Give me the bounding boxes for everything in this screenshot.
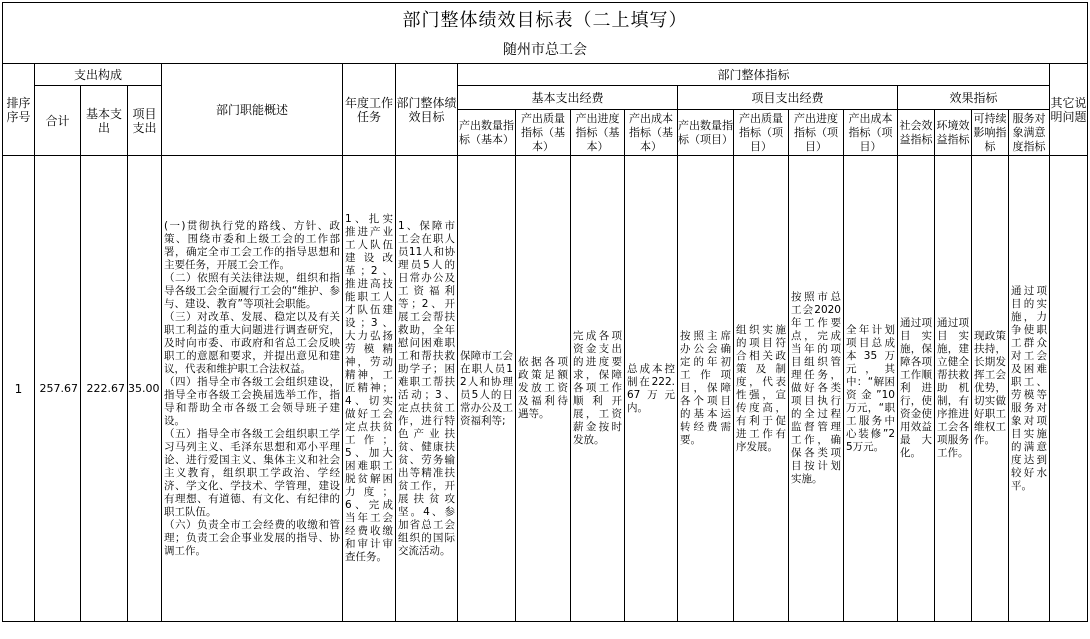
header-annual-tasks: 年度工作任务 bbox=[343, 64, 396, 156]
performance-table bbox=[2, 2, 1088, 622]
header-b-qty: 产出数量指标（基本） bbox=[458, 110, 516, 156]
row-e-social: 通过项目实施，保障各项工作顺利进行，使资金使用效益最大化。 bbox=[898, 156, 935, 622]
header-project-funds: 项目支出经费 bbox=[678, 86, 898, 110]
row-seq: 1 bbox=[3, 156, 35, 622]
row-total: 257.67 bbox=[35, 156, 81, 622]
row-b-qty: 保障市工会在职人员12人和协理员5人的日常办公及工资福利等; bbox=[458, 156, 516, 622]
header-basic-funds: 基本支出经费 bbox=[458, 86, 678, 110]
header-duties: 部门职能概述 bbox=[162, 64, 343, 156]
org-name: 随州市总工会 bbox=[3, 35, 1088, 64]
row-duties: (一)贯彻执行党的路线、方针、政策、围绕市委和上级工会的工作部署，确定全市工会工作的指导思想和主要任务，开展工会工作。 （二）依照有关法律法规，组织和指导各级工会全面履行工会的“维护、参与、建设、教育”等项社会职能。 （三）对改革、发展、稳定以及有关职工利益的重大问题进行调查研究，及时向市委、市政府和省总工会反映职工的意愿和要求，并提出意见和建议，代表和维护职工合法权益。 （四）指导全市各级工会组织建设，指导全市各级工会换届选举工作，指导和帮助全市各级工会领导班子建设。 （五）指导全市各级工会组织职工学习马列主义、毛泽东思想和邓小平理论、进行爱国主义、集体主义和社会主义教育，组织职工学政治、学经济、学文化、学技术、学管理，建设有理想、有道德、有文化、有纪律的职工队伍。 （六）负责全市工会经费的收缴和管理；负责工会企事业发展的指导、协调工作。 bbox=[162, 156, 343, 622]
header-p-quality: 产出质量指标（项目） bbox=[734, 110, 789, 156]
row-basic: 222.67 bbox=[81, 156, 128, 622]
row-project: 35.00 bbox=[128, 156, 162, 622]
header-total: 合计 bbox=[35, 86, 81, 156]
row-b-progress: 完成各项资金支出的进度要求，保障各项工作顺利开展，工资薪金按时发放。 bbox=[571, 156, 625, 622]
header-e-sustain: 可持续影响指标 bbox=[972, 110, 1009, 156]
header-e-social: 社会效益指标 bbox=[898, 110, 935, 156]
row-goal: 1、保障市工会在职人员11人和协理员5人的日常办公及工资福利等；2、开展工会帮扶救助，全年慰问困难职工和帮扶救助学子；困难职工帮扶活动；3、定点扶贫工作，进行特色产业扶贫、健康扶贫、劳务输出等精准扶贫工作，开展扶贫攻坚。4、参加省总工会组织的国际交流活动。 bbox=[396, 156, 458, 622]
header-other: 其它说明问题 bbox=[1050, 64, 1088, 156]
header-expense: 支出构成 bbox=[35, 64, 162, 86]
row-p-qty: 按照主席办公会确定的年初工作项目，保障各个项目的基本运转经费需要。 bbox=[678, 156, 734, 622]
header-project: 项目支出 bbox=[128, 86, 162, 156]
row-b-cost: 总成本控制在222.67万元内。 bbox=[625, 156, 678, 622]
header-e-env: 环境效益指标 bbox=[935, 110, 972, 156]
row-e-env: 通过项目实施，建立健全帮扶救助机制，有序推进工会各项服务工作。 bbox=[935, 156, 972, 622]
header-dept-indicators: 部门整体指标 bbox=[458, 64, 1050, 86]
header-p-cost: 产出成本指标（项目） bbox=[844, 110, 898, 156]
page-title: 部门整体绩效目标表（二上填写） bbox=[3, 3, 1088, 36]
table-row bbox=[3, 156, 1088, 622]
row-e-sustain: 现政策扶持，长期发挥工会优势，切实做好职工维权工作。 bbox=[972, 156, 1009, 622]
header-b-quality: 产出质量指标（基本） bbox=[516, 110, 571, 156]
header-b-cost: 产出成本指标（基本） bbox=[625, 110, 678, 156]
header-b-progress: 产出进度指标（基本） bbox=[571, 110, 625, 156]
row-e-service: 通过项目的实施，力争使职工群众对工会及困难职工、劳模等服务对象对项目实施的满意度达到较好水平。 bbox=[1009, 156, 1050, 622]
row-b-quality: 依据各项政策足额发放工资及福利待遇等。 bbox=[516, 156, 571, 622]
row-other bbox=[1050, 156, 1088, 622]
header-p-qty: 产出数量指标（项目） bbox=[678, 110, 734, 156]
row-p-cost: 全年计划项目总成本35万元，其中：“解困资金”10万元，“职工服务中心装修”25万元。 bbox=[844, 156, 898, 622]
header-basic: 基本支出 bbox=[81, 86, 128, 156]
header-effect: 效果指标 bbox=[898, 86, 1050, 110]
header-seq: 排序序号 bbox=[3, 64, 35, 156]
header-e-service: 服务对象满意度指标 bbox=[1009, 110, 1050, 156]
row-p-quality: 组织实施的项目符合相关政策及制度，代表性强，宣传度高，有利于促进工作有序发展。 bbox=[734, 156, 789, 622]
row-tasks: 1、扎实推进产业工人队伍建设改革；2、推进高技能职工人才队伍建设；3、大力弘扬劳模精神，劳动精神，工匠精神；4、切实做好工会定点扶贫工作；5、加大困难职工脱贫解困力度；6、完成当年工会经费收缴和审计审查任务。 bbox=[343, 156, 396, 622]
header-dept-goal: 部门整体绩效目标 bbox=[396, 64, 458, 156]
row-p-progress: 按照市总工会2020年工作要点，完成当年的项目组织管理任务，做好各类项目执行的全过程监督管理工作，确保各类项目按计划实施。 bbox=[789, 156, 844, 622]
header-p-progress: 产出进度指标（项目） bbox=[789, 110, 844, 156]
